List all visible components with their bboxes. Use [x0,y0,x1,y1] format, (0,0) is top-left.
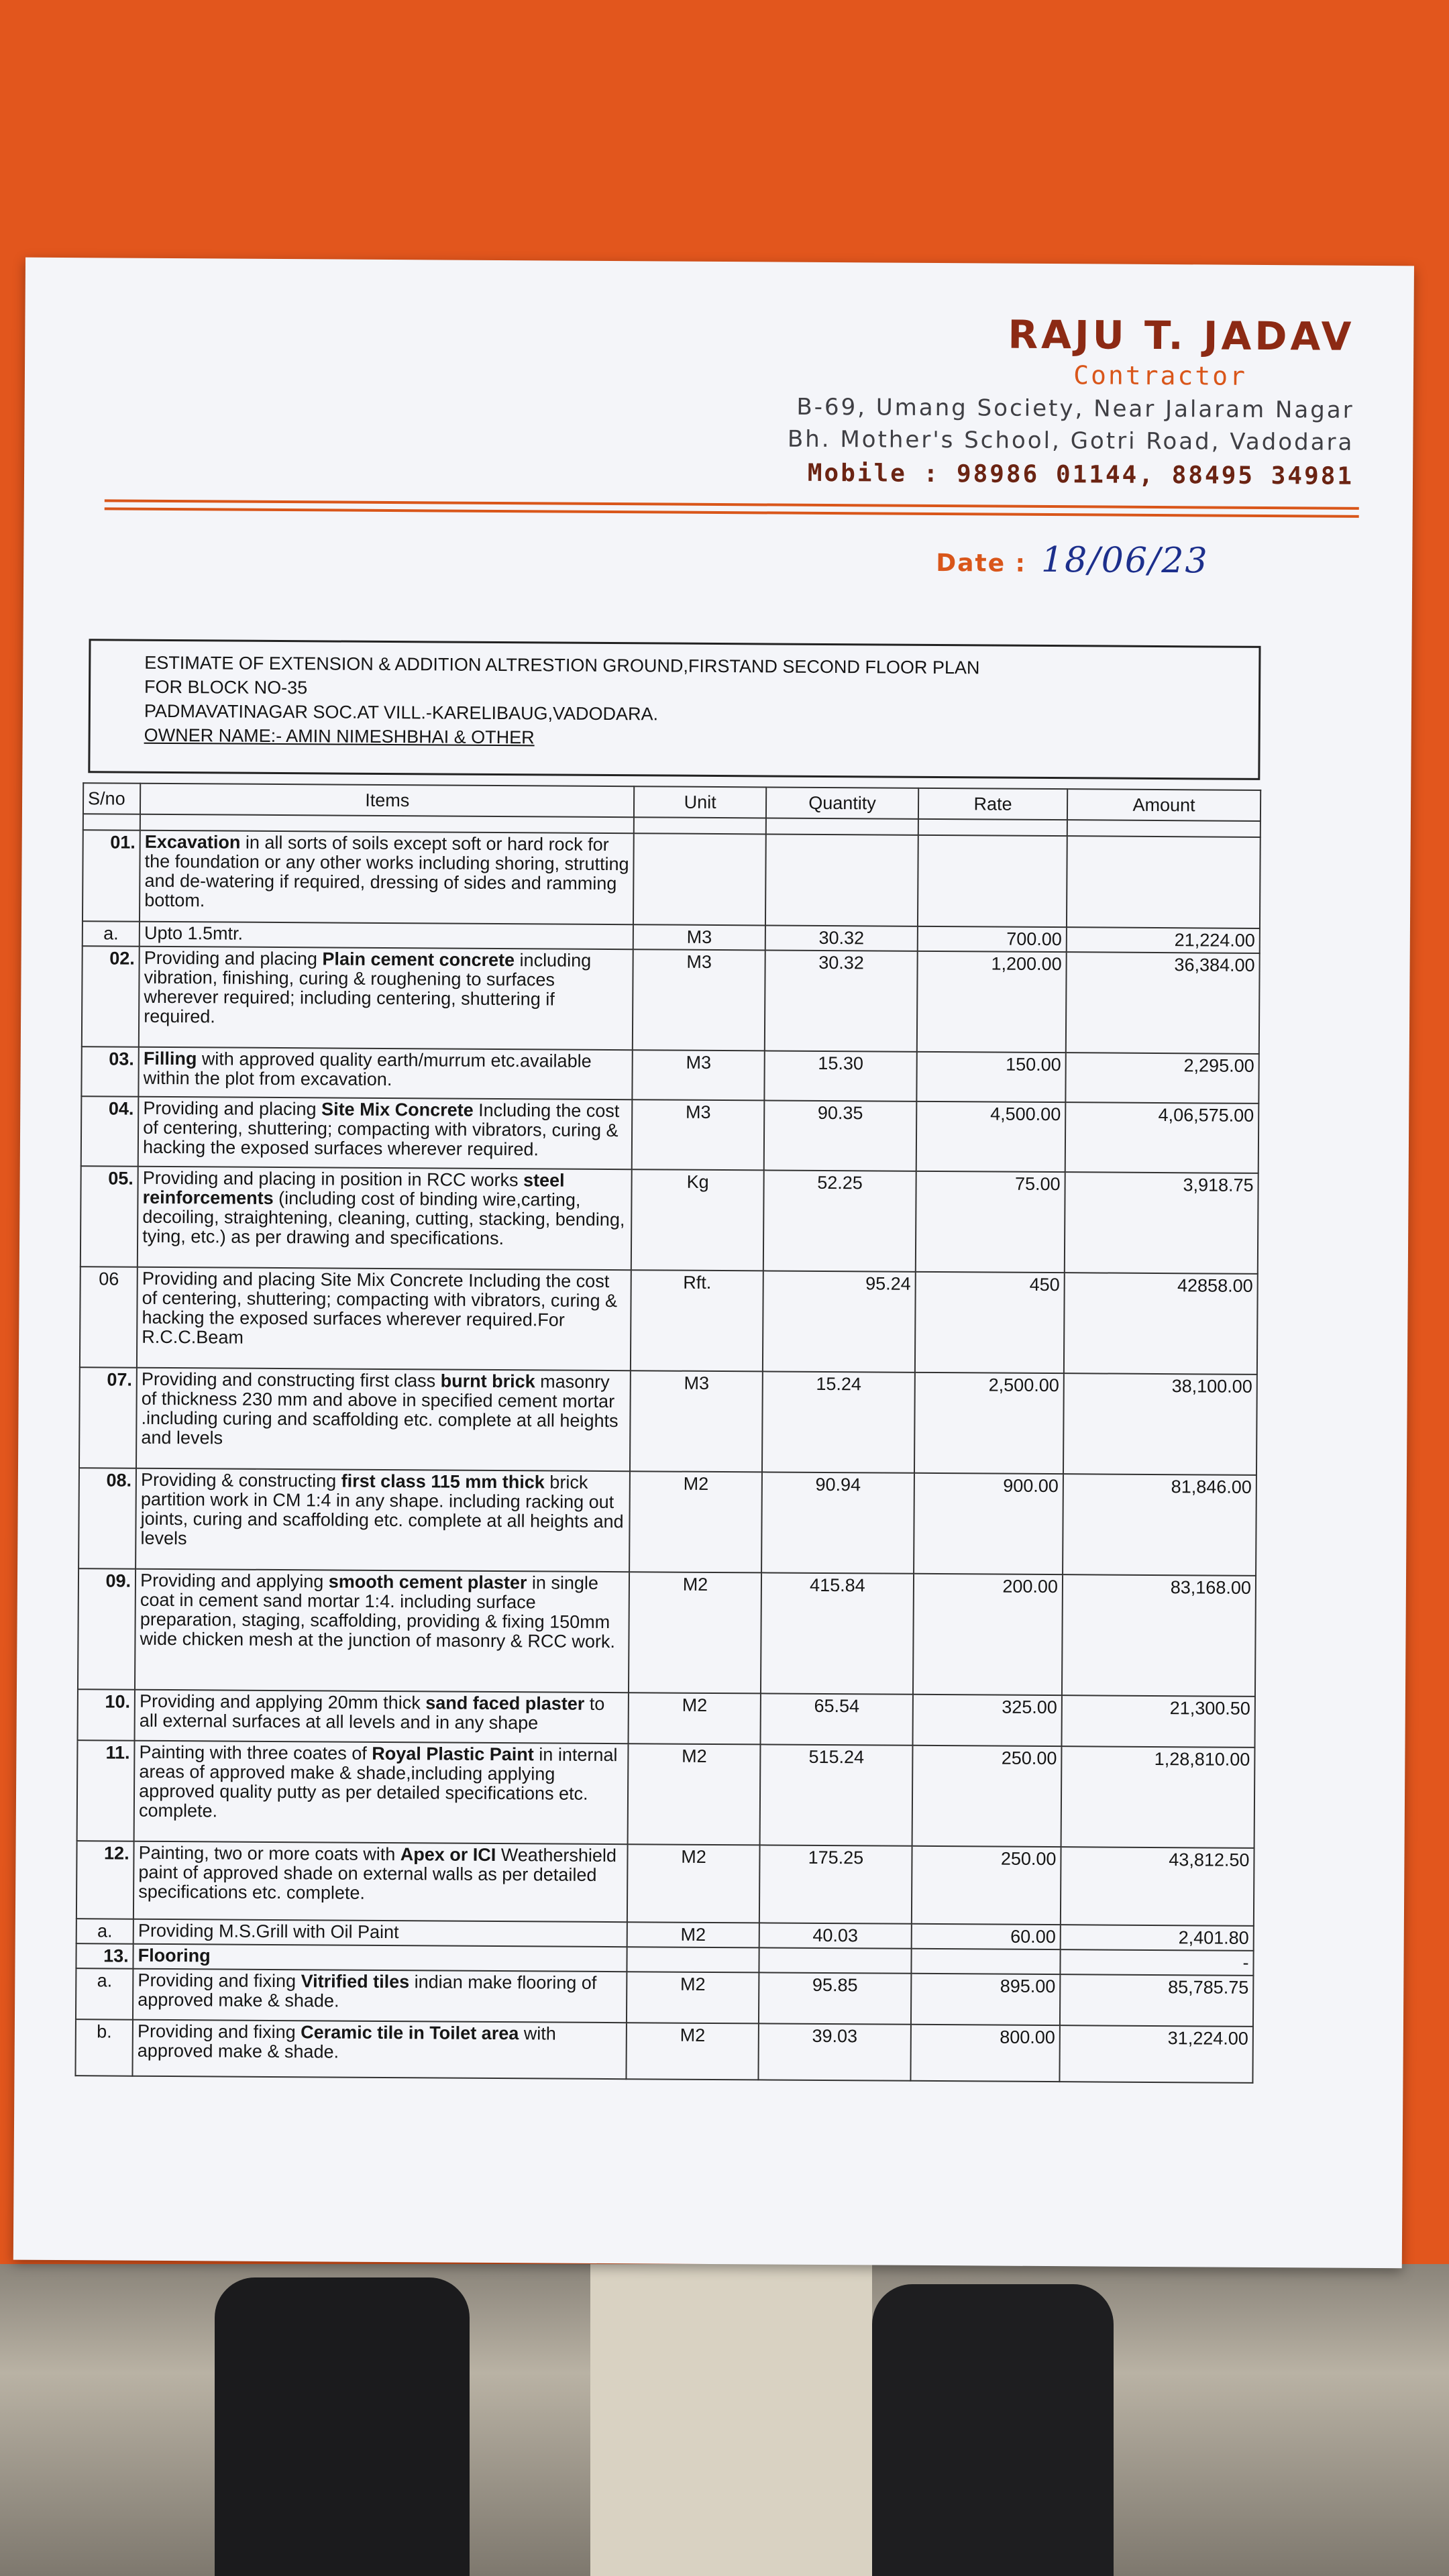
floor-background [0,2264,1449,2576]
row-quantity: 65.54 [760,1693,913,1745]
row-quantity: 90.35 [764,1100,917,1171]
row-unit: M2 [627,2023,759,2080]
row-sno: 04. [81,1096,139,1167]
col-rate: Rate [918,788,1067,820]
row-sno: 06 [80,1267,138,1368]
row-rate: 150.00 [916,1052,1065,1102]
table-row [82,946,1260,1054]
row-sno: 08. [78,1468,136,1569]
row-sno: 07. [79,1367,137,1468]
row-quantity: 30.32 [765,925,918,951]
row-item: Upto 1.5mtr. [140,922,633,949]
row-sno: 11. [77,1740,135,1841]
table-row [80,1166,1258,1274]
row-item: Painting with three coates of Royal Plastic Paint in internal areas of approved make & shade,including applying approved quality putty as per detailed specifications etc. complete. [134,1741,629,1844]
row-sno: 03. [81,1046,139,1097]
row-quantity: 40.03 [759,1923,912,1948]
table-row [83,830,1260,928]
row-item: Providing M.S.Grill with Oil Paint [133,1919,627,1947]
estimate-header [88,639,1260,780]
row-rate: 4,500.00 [916,1102,1066,1172]
header-line-3: PADMAVATINAGAR SOC.AT VILL.-KARELIBAUG,VADODARA. [144,700,659,724]
row-unit [627,1947,759,1972]
row-item: Providing and applying smooth cement plaster in single coat in cement sand mortar 1:4. including surface preparation, staging, scaffolding, providing & fixing 150mm wide chicken mesh at the junction of masonry & RCC work. [135,1569,629,1693]
row-unit: M3 [632,1099,764,1170]
table-row [78,1468,1256,1576]
row-sno: a. [83,921,140,947]
table-row [76,1968,1253,2027]
row-amount: 81,846.00 [1063,1474,1256,1576]
row-unit: M3 [633,924,765,950]
row-quantity [759,1947,911,1973]
row-quantity: 90.94 [761,1472,914,1573]
row-unit: M3 [633,1050,765,1100]
row-quantity: 515.24 [759,1744,912,1845]
row-item: Flooring [133,1944,627,1972]
row-unit: Kg [631,1169,764,1271]
row-rate: 60.00 [912,1924,1061,1949]
row-amount: 1,28,810.00 [1061,1746,1255,1848]
row-unit: M2 [627,1844,759,1923]
row-rate: 75.00 [916,1171,1065,1273]
letterhead [787,311,1354,490]
table-row [79,1367,1257,1475]
owner-name: OWNER NAME:- AMIN NIMESHBHAI & OTHER [144,724,535,748]
date-label: Date : [936,549,1027,578]
row-item: Providing and placing Site Mix Concrete Including the cost of centering, shuttering; compacting with vibrators, curing & hacking the exposed surfaces wherever required. [138,1097,633,1169]
row-item: Providing and constructing first class burnt brick masonry of thickness 230 mm and above in specified cement mortar .including curing and scaffolding etc. complete at all heights and levels [136,1368,631,1471]
date-field [936,539,1209,581]
row-rate [911,1949,1060,1974]
row-item: Providing and applying 20mm thick sand faced plaster to all external surfaces at all levels and in any shape [135,1690,629,1743]
row-unit: M2 [629,1471,762,1572]
table-row [80,1267,1258,1375]
row-quantity: 95.85 [759,1972,912,2024]
estimate-sheet [13,258,1414,2269]
row-sno: 13. [76,1943,133,1969]
row-amount: 83,168.00 [1062,1574,1256,1697]
row-unit: M2 [629,1572,761,1693]
row-unit: M3 [630,1371,763,1472]
row-quantity: 15.24 [762,1371,915,1472]
row-item: Providing and placing Plain cement concrete including vibration, finishing, curing & roughening to surfaces wherever required; including centering, shuttering if required. [139,947,633,1050]
row-amount: 36,384.00 [1066,952,1260,1054]
col-items: Items [140,784,634,817]
contractor-role: Contractor [1073,360,1248,391]
row-sno: a. [76,1968,133,2020]
row-quantity: 30.32 [765,950,918,1051]
row-amount: 21,224.00 [1067,927,1260,953]
row-amount: 4,06,575.00 [1065,1102,1259,1173]
row-unit: M2 [628,1743,761,1845]
col-sno: S/no [83,783,140,814]
row-sno: b. [75,2019,133,2076]
row-rate: 325.00 [912,1695,1061,1746]
row-rate: 200.00 [913,1574,1063,1695]
row-amount: 31,224.00 [1059,2025,1252,2083]
cloth [590,2264,872,2576]
table-row [77,1740,1255,1848]
header-line-2: FOR BLOCK NO-35 [144,676,308,698]
row-amount: 2,295.00 [1065,1053,1258,1104]
row-quantity: 175.25 [759,1845,912,1923]
row-sno: 05. [80,1166,138,1267]
table-row [75,2019,1252,2083]
row-unit: M2 [627,1922,759,1947]
row-quantity [765,834,918,926]
row-sno: a. [76,1919,133,1944]
row-amount: 2,401.80 [1061,1925,1254,1951]
row-sno: 02. [82,946,140,1047]
table-row [76,1841,1254,1926]
row-rate: 895.00 [911,1974,1060,2025]
row-item: Excavation in all sorts of soils except soft or hard rock for the foundation or any other works including shoring, strutting and de-watering if required, dressing of sides and ramming bottom. [140,830,634,924]
row-amount: 38,100.00 [1063,1373,1257,1475]
row-amount: 42858.00 [1064,1273,1258,1375]
row-item: Painting, two or more coats with Apex or ICI Weathershield paint of approved shade on external walls as per detailed specifications etc. complete. [133,1841,628,1922]
row-quantity: 52.25 [763,1170,916,1271]
row-quantity: 39.03 [758,2023,911,2080]
row-quantity: 95.24 [763,1271,916,1372]
row-rate: 1,200.00 [917,951,1067,1053]
address-line-1: B-69, Umang Society, Near Jalaram Nagar [796,393,1354,424]
letterhead-rule-bottom [105,507,1359,517]
row-item: Providing and fixing Ceramic tile in Toilet area with approved make & shade. [133,2020,627,2079]
row-rate: 900.00 [914,1473,1063,1574]
date-value: 18/06/23 [1040,539,1209,582]
row-rate: 700.00 [918,926,1067,952]
row-unit: M2 [629,1693,761,1744]
row-sno: 01. [83,830,140,922]
contractor-name: RAJU T. JADAV [1008,311,1355,360]
row-item: Providing and placing Site Mix Concrete Including the cost of centering, shuttering; compacting with vibrators, curing & hacking the exposed surfaces wherever required.For R.C.C.Beam [137,1267,631,1371]
row-amount: - [1060,1949,1253,1976]
col-quantity: Quantity [766,787,918,818]
address-line-2: Bh. Mother's School, Gotri Road, Vadodara [787,425,1354,456]
col-unit: Unit [634,786,766,818]
row-unit: Rft. [631,1270,763,1371]
row-item: Providing and fixing Vitrified tiles indian make flooring of approved make & shade. [133,1969,627,2023]
row-unit [633,833,766,925]
row-rate: 800.00 [910,2025,1060,2082]
row-amount: 85,785.75 [1060,1974,1253,2027]
row-sno: 12. [76,1841,134,1919]
row-sno: 10. [78,1689,136,1741]
mobile-numbers: Mobile : 98986 01144, 88495 34981 [807,459,1354,490]
shoe-right [872,2284,1114,2576]
shoe-left [215,2277,470,2576]
table-row [81,1046,1258,1104]
row-amount: 3,918.75 [1065,1172,1258,1274]
header-line-1: ESTIMATE OF EXTENSION & ADDITION ALTRESTION GROUND,FIRSTAND SECOND FLOOR PLAN [144,652,980,678]
row-sno: 09. [78,1568,136,1690]
row-item: Filling with approved quality earth/murrum etc.available within the plot from excavation. [139,1047,633,1099]
row-unit: M2 [627,1972,759,2023]
table-row [78,1689,1255,1748]
table-row [78,1568,1256,1697]
row-amount: 43,812.50 [1061,1847,1254,1926]
row-quantity: 415.84 [761,1572,914,1694]
row-rate [918,835,1067,927]
row-quantity: 15.30 [764,1051,917,1101]
table-row [81,1096,1259,1173]
col-amount: Amount [1067,789,1260,821]
row-amount [1067,836,1260,928]
row-item: Providing and placing in position in RCC works steel reinforcements (including cost of binding wire,carting, decoiling, straightening, cleaning, cutting, stacking, bending, tying, etc.) as per drawing and specifications. [138,1167,632,1270]
row-amount: 21,300.50 [1062,1695,1255,1748]
row-rate: 250.00 [912,1846,1061,1925]
row-rate: 250.00 [912,1746,1062,1847]
row-rate: 450 [915,1272,1065,1373]
row-unit: M3 [633,949,765,1051]
estimate-table [74,782,1261,2084]
row-item: Providing & constructing first class 115 mm thick brick partition work in CM 1:4 in any shape. including racking out joints, curing and scaffolding etc. complete at all heights and levels [136,1468,630,1572]
row-rate: 2,500.00 [914,1373,1064,1474]
